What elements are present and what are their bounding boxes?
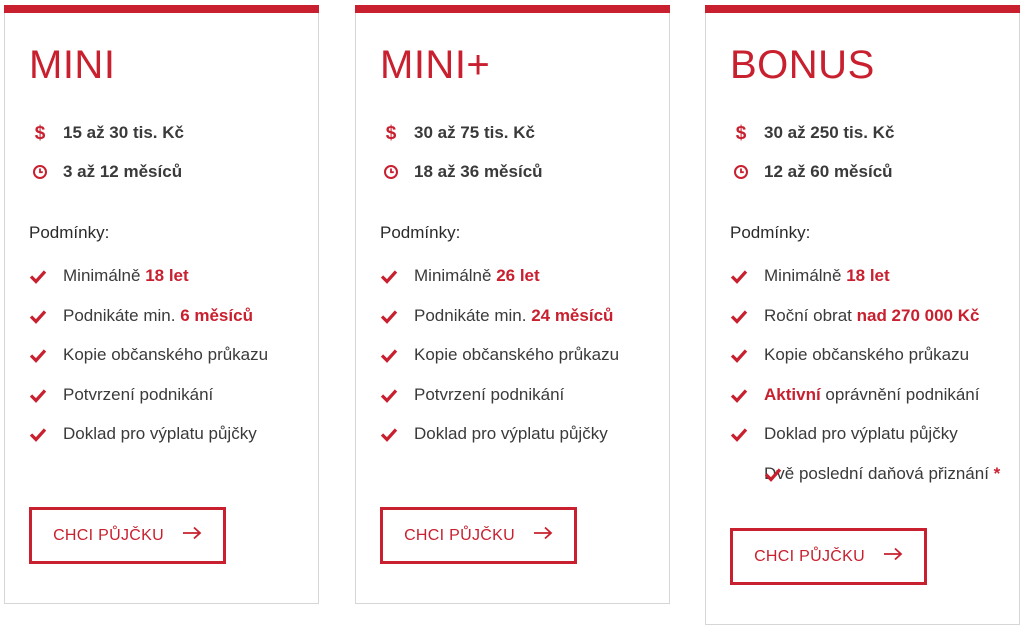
check-icon (380, 426, 398, 448)
condition-item: Minimálně 18 let (730, 265, 1015, 287)
condition-item: Minimálně 26 let (380, 265, 665, 287)
condition-item: Doklad pro výplatu půjčky (730, 423, 1015, 445)
check-icon (730, 387, 748, 409)
condition-item: Podnikáte min. 24 měsíců (380, 305, 665, 327)
check-icon (730, 308, 748, 330)
conditions-list (380, 265, 665, 463)
amount-row (29, 123, 184, 143)
duration-text: 3 až 12 měsíců (63, 162, 183, 181)
condition-item: Kopie občanského průkazu (380, 344, 665, 366)
button-label: CHCI PŮJČKU (404, 526, 515, 544)
condition-item: Potvrzení podnikání (29, 384, 314, 406)
dollar-icon: $ (34, 122, 46, 144)
check-icon (29, 268, 47, 290)
card-title: BONUS (730, 43, 875, 87)
loan-card-mini-plus (355, 5, 670, 604)
condition-item: Aktivní oprávnění podnikání (730, 384, 1015, 406)
duration-text: 12 až 60 měsíců (764, 162, 893, 181)
button-label: CHCI PŮJČKU (754, 547, 865, 565)
amount-text: 30 až 75 tis. Kč (414, 123, 535, 142)
check-icon (730, 268, 748, 290)
amount-text: 30 až 250 tis. Kč (764, 123, 895, 142)
arrow-right-icon (182, 526, 202, 545)
check-icon (29, 387, 47, 409)
conditions-list (29, 265, 314, 463)
duration-text: 18 až 36 měsíců (414, 162, 543, 181)
check-icon (730, 426, 748, 448)
clock-icon (730, 164, 752, 180)
condition-item: Potvrzení podnikání (380, 384, 665, 406)
card-title: MINI (29, 43, 116, 87)
conditions-heading: Podmínky: (730, 223, 811, 242)
condition-item: Minimálně 18 let (29, 265, 314, 287)
duration-row (730, 162, 893, 182)
clock-icon (380, 164, 402, 180)
duration-row (380, 162, 543, 182)
check-icon (29, 426, 47, 448)
apply-loan-button[interactable] (380, 507, 577, 564)
check-icon (380, 387, 398, 409)
arrow-right-icon (533, 526, 553, 545)
condition-item: Doklad pro výplatu půjčky (29, 423, 314, 445)
condition-item: Podnikáte min. 6 měsíců (29, 305, 314, 327)
conditions-heading: Podmínky: (29, 223, 110, 242)
conditions-heading: Podmínky: (380, 223, 461, 242)
condition-item: Kopie občanského průkazu (730, 344, 1015, 366)
card-title: MINI+ (380, 43, 491, 87)
arrow-right-icon (883, 547, 903, 566)
apply-loan-button[interactable] (730, 528, 927, 585)
clock-icon (29, 164, 51, 180)
condition-item: Kopie občanského průkazu (29, 344, 314, 366)
button-label: CHCI PŮJČKU (53, 526, 164, 544)
check-icon (380, 308, 398, 330)
check-icon (380, 268, 398, 290)
amount-row (380, 123, 535, 143)
check-icon (730, 466, 782, 488)
apply-loan-button[interactable] (29, 507, 226, 564)
check-icon (730, 347, 748, 369)
condition-item: Dvě poslední daňová přiznání * (730, 463, 1015, 485)
conditions-list (730, 265, 1015, 502)
amount-text: 15 až 30 tis. Kč (63, 123, 184, 142)
check-icon (29, 308, 47, 330)
duration-row (29, 162, 182, 182)
loan-card-mini (4, 5, 319, 604)
check-icon (29, 347, 47, 369)
condition-item: Roční obrat nad 270 000 Kč (730, 305, 1015, 327)
condition-item: Doklad pro výplatu půjčky (380, 423, 665, 445)
dollar-icon: $ (385, 122, 397, 144)
dollar-icon: $ (735, 122, 747, 144)
loan-card-bonus (705, 5, 1020, 625)
amount-row (730, 123, 894, 143)
check-icon (380, 347, 398, 369)
